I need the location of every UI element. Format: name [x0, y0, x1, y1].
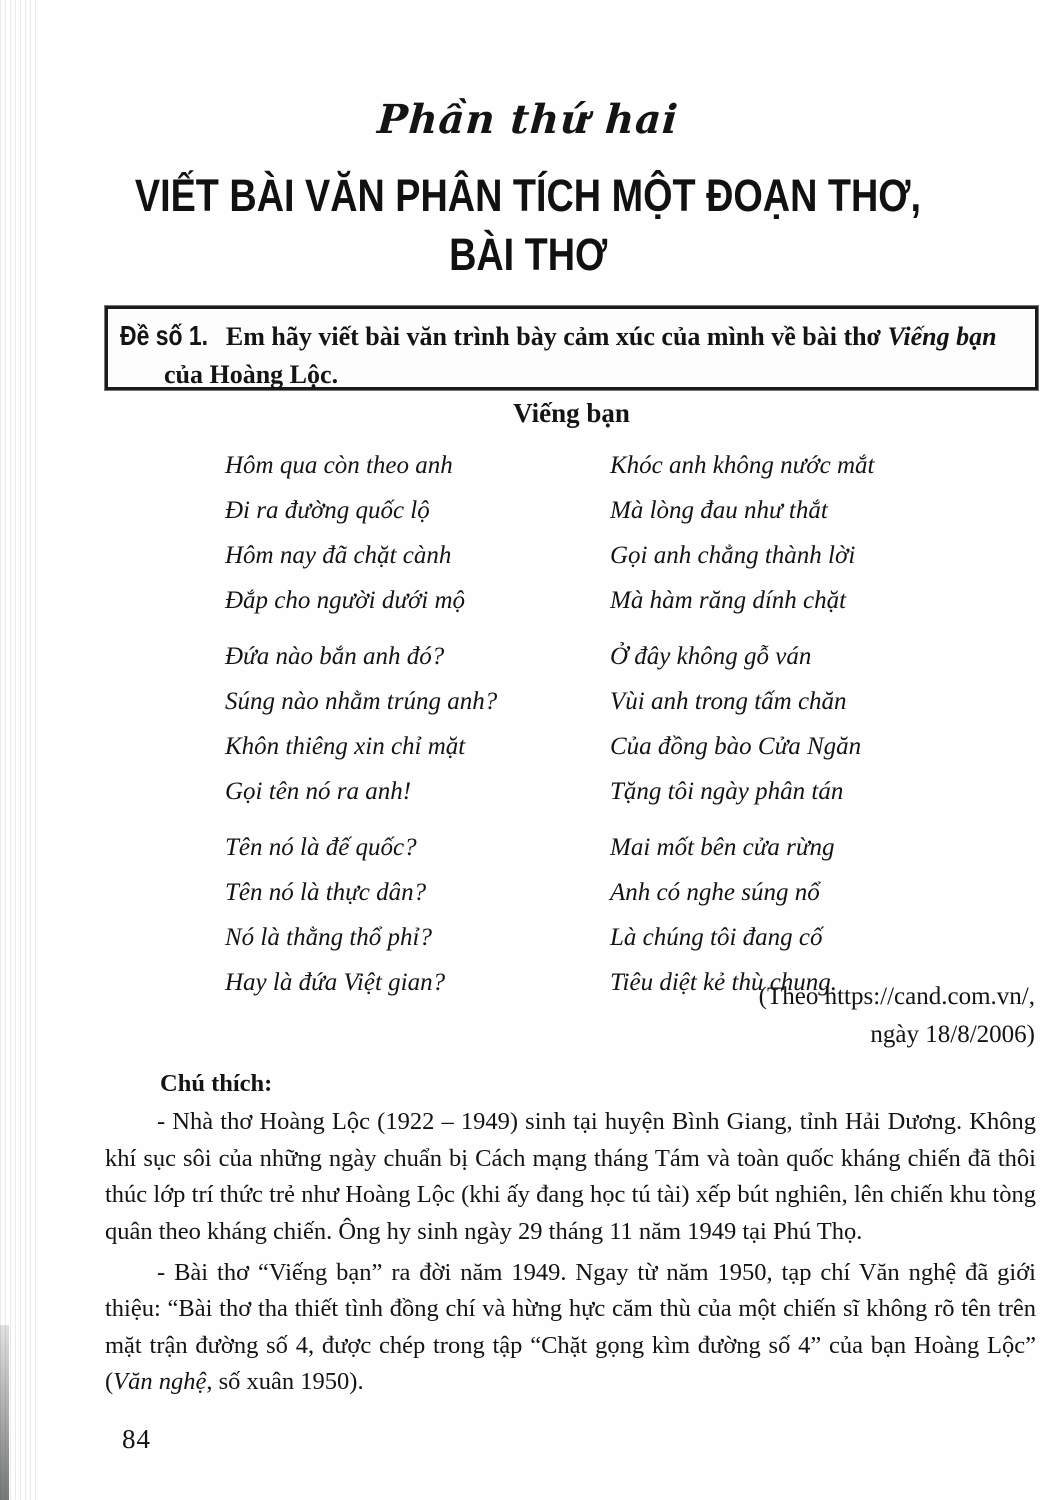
footnote-journal-name: Văn nghệ	[113, 1368, 207, 1396]
poem-line: Của đồng bào Cửa Ngăn	[610, 733, 862, 760]
poem-title: Viếng bạn	[513, 398, 630, 428]
section-heading: Phần thứ hai	[375, 96, 681, 143]
poem-line: Đứa nào bắn anh đó?	[225, 643, 445, 670]
exercise-prompt-box	[105, 306, 1038, 390]
chapter-title	[0, 166, 1056, 284]
prompt-poem-title: Viếng bạn	[887, 322, 997, 351]
stanza-2-right	[610, 634, 874, 814]
poem-line: Ở đây không gỗ ván	[610, 643, 812, 670]
exercise-number-label: Đề số 1.	[120, 320, 209, 351]
poem-line: Vùi anh trong tấm chăn	[610, 688, 847, 715]
stanza-1-right	[610, 443, 874, 623]
footnotes-section	[105, 1066, 1036, 1401]
poem-line: Hôm qua còn theo anh	[225, 452, 453, 479]
poem-left-column	[225, 443, 497, 1016]
poem-line: Gọi tên nó ra anh!	[225, 778, 412, 805]
prompt-text: Em hãy viết bài văn trình bày cảm xúc của mình về bài thơ	[219, 322, 888, 351]
stanza-3-left	[225, 825, 497, 1005]
attribution-line1: (Theo https://cand.com.vn/,	[758, 983, 1035, 1010]
chapter-title-line2: BÀI THƠ	[448, 229, 608, 280]
prompt-line1	[120, 317, 1023, 356]
poem-line: Hôm nay đã chặt cành	[225, 542, 452, 569]
poem-right-column	[610, 443, 874, 1016]
poem-line: Súng nào nhằm trúng anh?	[225, 688, 498, 715]
stanza-1-left	[225, 443, 497, 623]
footnote-author: - Nhà thơ Hoàng Lộc (1922 – 1949) sinh tại huyện Bình Giang, tỉnh Hải Dương. Không khí sục sôi của những ngày chuẩn bị Cách mạng tháng Tám và toàn quốc kháng chiến đã thôi thúc lớp trí thức trẻ như Hoàng Lộc (khi ấy đang học tú tài) xếp bút nghiên, lên chiến khu tòng quân theo kháng chiến. Ông hy sinh ngày 29 tháng 11 năm 1949 tại Phú Thọ.	[105, 1108, 1036, 1245]
poem-line: Nó là thằng thổ phỉ?	[225, 924, 432, 951]
poem-line: Khôn thiêng xin chỉ mặt	[225, 733, 466, 760]
page-number: 84	[122, 1424, 151, 1454]
footnotes-heading: Chú thích:	[160, 1070, 273, 1097]
poem-line: Đắp cho người dưới mộ	[225, 587, 466, 614]
scan-corner-smudge	[0, 1325, 9, 1500]
poem-line: Gọi anh chẳng thành lời	[610, 542, 856, 569]
poem-line: Tiêu diệt kẻ thù chung.	[610, 969, 838, 996]
poem-line: Mà hàm răng dính chặt	[610, 587, 847, 614]
attribution-line2: ngày 18/8/2006)	[870, 1021, 1035, 1048]
poem-line: Là chúng tôi đang cố	[610, 924, 823, 951]
footnote-poem-history-tail: , số xuân 1950).	[206, 1368, 364, 1396]
chapter-title-line1: VIẾT BÀI VĂN PHÂN TÍCH MỘT ĐOẠN THƠ,	[134, 170, 922, 221]
footnote-poem-history-text: - Bài thơ “Viếng bạn” ra đời năm 1949. Ngay từ năm 1950, tạp chí Văn nghệ đã giới thiệu: “Bài thơ tha thiết tình đồng chí và hừng hực căm thù của một chiến sĩ không rõ tên trên mặt trận đường số 4, được chép trong tập “Chặt gọng kìm đường số 4” của bạn Hoàng Lộc” (	[105, 1259, 1036, 1396]
poem-line: Tên nó là thực dân?	[225, 879, 427, 906]
poem-line: Anh có nghe súng nổ	[610, 879, 820, 906]
poem-source-attribution	[560, 978, 1035, 1054]
poem-line: Tặng tôi ngày phân tán	[610, 778, 844, 805]
stanza-2-left	[225, 634, 497, 814]
poem-line: Mai mốt bên cửa rừng	[610, 834, 835, 861]
poem-line: Mà lòng đau như thắt	[610, 497, 828, 524]
poem-line: Tên nó là đế quốc?	[225, 834, 417, 861]
footnote-poem-history	[105, 1255, 1036, 1401]
poem-line: Đi ra đường quốc lộ	[225, 497, 430, 524]
poem-line: Hay là đứa Việt gian?	[225, 969, 446, 996]
poem-line: Khóc anh không nước mắt	[610, 452, 875, 479]
prompt-line2: của Hoàng Lộc.	[164, 360, 339, 389]
